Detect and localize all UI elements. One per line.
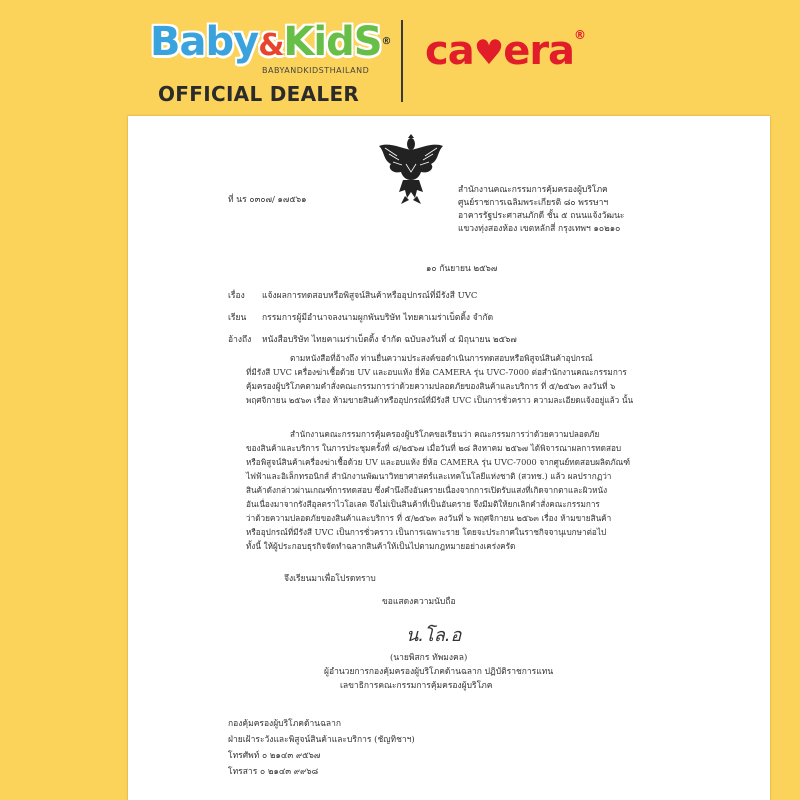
camera-logo-part1: ca [425,28,474,74]
closing-salutation: ขอแสดงความนับถือ [382,597,456,607]
paragraph-1-line-1: ตามหนังสือที่อ้างถึง ท่านยื่นความประสงค์ขอดำเนินการทดสอบหรือพิสูจน์สินค้าอุปกรณ์ [290,353,593,363]
paragraph-2-line-6: อันเนื่องมาจากรังสีอุลตราไวโอเลต จึงไม่เป็นสินค้าที่เป็นอันตราย จึงมีมติให้ยกเลิกคำสั่งคณะกรรมการ [246,499,600,509]
paragraph-2-line-5: สินค้าดังกล่าวผ่านเกณฑ์การทดสอบ ซึ่งคำนึงถึงอันตรายเนื่องจากการเปิดรับแสงที่เกิดจากตาและผิวหนัง [246,485,608,495]
heart-icon: ♥ [473,33,504,73]
baby-and-kids-logo [150,19,391,66]
camera-logo-part2: era [503,28,575,74]
logo-ampersand: & [258,28,284,63]
logo-kids-text: KidS [283,19,382,65]
logo-subtitle: BABYANDKIDSTHAILAND [262,66,370,75]
recipient-label: เรียน [228,313,247,323]
signature: น.โล.อ [406,625,462,646]
official-dealer-label: OFFICIAL DEALER [158,82,360,106]
recipient-text: กรรมการผู้มีอำนาจลงนามผูกพันบริษัท ไทยคาเมร่าเบ็ตติ้ง จำกัด [262,313,494,323]
paragraph-2-line-8: หรืออุปกรณ์ที่มีรังสี UVC เป็นการชั่วคราว เป็นการเฉพาะราย โดยจะประกาศในราชกิจจานุเบกษาต่อไป [246,527,607,537]
paragraph-1-line-3: คุ้มครองผู้บริโภคตามคำสั่งคณะกรรมการว่าด้วยความปลอดภัยของสินค้าและบริการ ที่ ๕/๒๕๖๓ ลงวันที่ ๖ [246,381,616,391]
logo-registered-mark: ® [381,36,391,47]
paragraph-2-line-2: ของสินค้าและบริการ ในการประชุมครั้งที่ ๘/๒๕๖๗ เมื่อวันที่ ๒๘ สิงหาคม ๒๕๖๗ ได้พิจารณาผลการทดสอบ [246,443,622,453]
camera-registered-mark: ® [574,28,586,42]
footer-fax: โทรสาร ๐ ๒๑๔๓ ๙๙๖๘ [228,767,319,777]
footer-line-2: ฝ่ายเฝ้าระวังและพิสูจน์สินค้าและบริการ (ชัญทิชาฯ) [228,735,415,745]
letter-date: ๑๐ กันยายน ๒๕๖๗ [426,264,498,274]
sender-address-line-2: ศูนย์ราชการเฉลิมพระเกียรติ ๘๐ พรรษาฯ [458,198,609,208]
dealer-banner [0,0,800,115]
paragraph-2-line-3: หรือพิสูจน์สินค้าเครื่องฆ่าเชื้อด้วย UV และอบแห้ง ยี่ห้อ CAMERA รุ่น UVC-7000 จากศูนย์ทดสอบผลิตภัณฑ์ [246,457,631,467]
subject-text: แจ้งผลการทดสอบหรือพิสูจน์สินค้าหรืออุปกรณ์ที่มีรังสี UVC [262,291,478,301]
paragraph-2-line-1: สำนักงานคณะกรรมการคุ้มครองผู้บริโภคขอเรียนว่า คณะกรรมการว่าด้วยความปลอดภัย [290,429,600,439]
footer-line-1: กองคุ้มครองผู้บริโภคด้านฉลาก [228,719,342,729]
signer-name: (นายพิสกร ทัพมงคล) [390,653,468,663]
reference-label: อ้างถึง [228,335,252,345]
official-letter [128,116,770,800]
reference-number: ที่ นร ๐๓๐๗/ ๑๗๕๖๑ [228,195,307,205]
garuda-emblem-icon [375,134,447,204]
footer-phone: โทรศัพท์ ๐ ๒๑๔๓ ๙๕๖๗ [228,751,321,761]
signer-title-line-2: เลขาธิการคณะกรรมการคุ้มครองผู้บริโภค [340,681,493,691]
paragraph-2-line-7: ว่าด้วยความปลอดภัยของสินค้าและบริการ ที่ ๕/๒๕๖๓ ลงวันที่ ๖ พฤศจิกายน ๒๕๖๓ เรื่อง ห้ามขายสินค้า [246,513,612,523]
signer-title-line-1: ผู้อำนวยการกองคุ้มครองผู้บริโภคด้านฉลาก ปฏิบัติราชการแทน [324,667,554,677]
subject-label: เรื่อง [228,291,245,301]
reference-text: หนังสือบริษัท ไทยคาเมร่าเบ็ตติ้ง จำกัด ฉบับลงวันที่ ๔ มิถุนายน ๒๕๖๗ [262,335,517,345]
paragraph-1-line-4: พฤศจิกายน ๒๕๖๓ เรื่อง ห้ามขายสินค้าหรืออุปกรณ์ที่มีรังสี UVC เป็นการชั่วคราว ความละเอียดแจ้งอยู่แล้ว นั้น [246,395,634,405]
closing-request: จึงเรียนมาเพื่อโปรดทราบ [284,574,376,584]
paragraph-2-line-9: ทั้งนี้ ให้ผู้ประกอบธุรกิจจัดทำฉลากสินค้าให้เป็นไปตามกฎหมายอย่างเคร่งครัด [246,541,516,551]
paragraph-2-line-4: ไฟฟ้าและอิเล็กทรอนิกส์ สำนักงานพัฒนาวิทยาศาสตร์และเทคโนโลยีแห่งชาติ (สวทช.) แล้ว ผลปรากฏว่า [246,471,612,481]
logo-baby-text: Baby [150,19,259,65]
sender-address-line-1: สำนักงานคณะกรรมการคุ้มครองผู้บริโภค [458,185,608,195]
camera-logo [425,28,585,74]
logo-divider [401,20,403,102]
paragraph-1-line-2: ที่มีรังสี UVC เครื่องฆ่าเชื้อด้วย UV และอบแห้ง ยี่ห้อ CAMERA รุ่น UVC-7000 ต่อสำนักงานคณะกรรมการ [246,367,627,377]
sender-address-line-4: แขวงทุ่งสองห้อง เขตหลักสี่ กรุงเทพฯ ๑๐๒๑๐ [458,224,621,234]
sender-address-line-3: อาคารรัฐประศาสนภักดี ชั้น ๕ ถนนแจ้งวัฒนะ [458,211,625,221]
